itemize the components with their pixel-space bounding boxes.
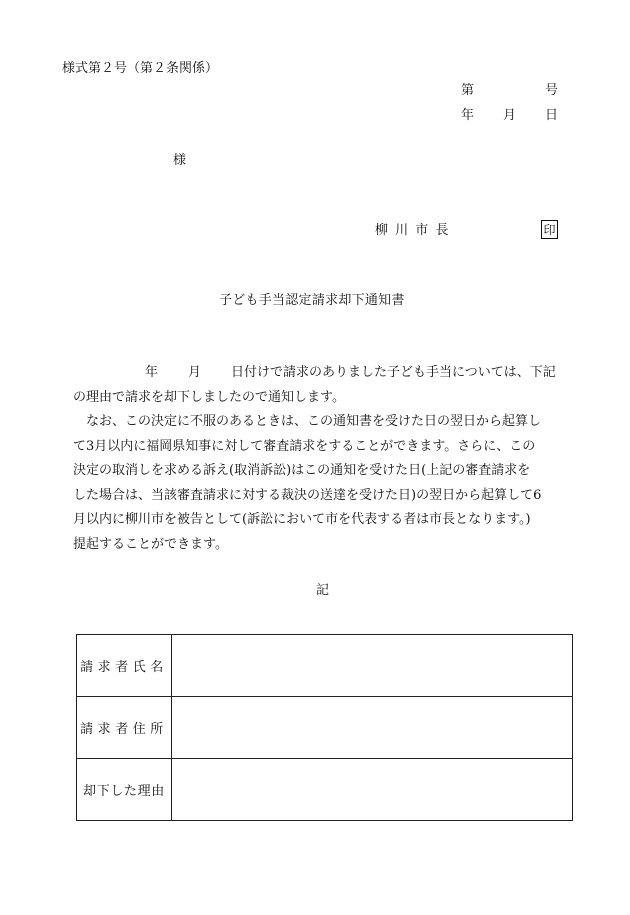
date-year-label: 年 — [461, 108, 475, 123]
body-line-4: て3月以内に福岡県知事に対して審査請求をすることができます。さらに、この — [73, 438, 536, 454]
rejection-reason-field[interactable] — [172, 759, 573, 821]
table-row — [77, 635, 573, 697]
ki-heading: 記 — [316, 583, 330, 598]
body-line-2: の理由で請求を却下しましたので通知します。 — [73, 389, 345, 405]
requester-name-field[interactable] — [172, 635, 573, 697]
body-line-6: した場合は、当該審査請求に対する裁決の送達を受けた日)の翌日から起算して6 — [73, 487, 542, 503]
requester-address-field[interactable] — [172, 697, 573, 759]
date-day-label: 日 — [545, 108, 559, 123]
document-number-suffix: 号 — [545, 83, 559, 98]
form-number: 様式第２号（第２条関係） — [62, 61, 219, 76]
date-month-label: 月 — [503, 108, 517, 123]
body-year-label: 年 — [145, 365, 159, 380]
info-table — [76, 634, 573, 821]
table-row — [77, 697, 573, 759]
body-month-label: 月 — [188, 365, 202, 380]
body-line-7: 月以内に柳川市を被告として(訴訟において市を代表する者は市長となります。) — [73, 512, 531, 527]
body-text — [73, 361, 579, 557]
document-title: 子ども手当認定請求却下通知書 — [219, 293, 405, 308]
seal-stamp: 印 — [541, 220, 558, 239]
table-row — [77, 759, 573, 821]
rejection-reason-label: 却下した理由 — [77, 759, 172, 821]
requester-address-label: 請求者住所 — [77, 697, 172, 759]
requester-name-label: 請求者氏名 — [77, 635, 172, 697]
body-line-5: 決定の取消しを求める訴え(取消訴訟)はこの通知を受けた日(上記の審査請求を — [73, 463, 531, 478]
body-line-3: なお、この決定に不服のあるときは、この通知書を受けた日の翌日から起算し — [86, 414, 542, 429]
body-line-1-text: 日付けで請求のありました子ども手当については、下記 — [231, 365, 556, 380]
body-line-8: 提起することができます。 — [73, 536, 228, 552]
body-line-1 — [73, 361, 579, 386]
issuer-name: 柳川市長 — [375, 223, 456, 238]
addressee-honorific: 様 — [173, 153, 187, 168]
document-number-label: 第 — [461, 83, 475, 98]
